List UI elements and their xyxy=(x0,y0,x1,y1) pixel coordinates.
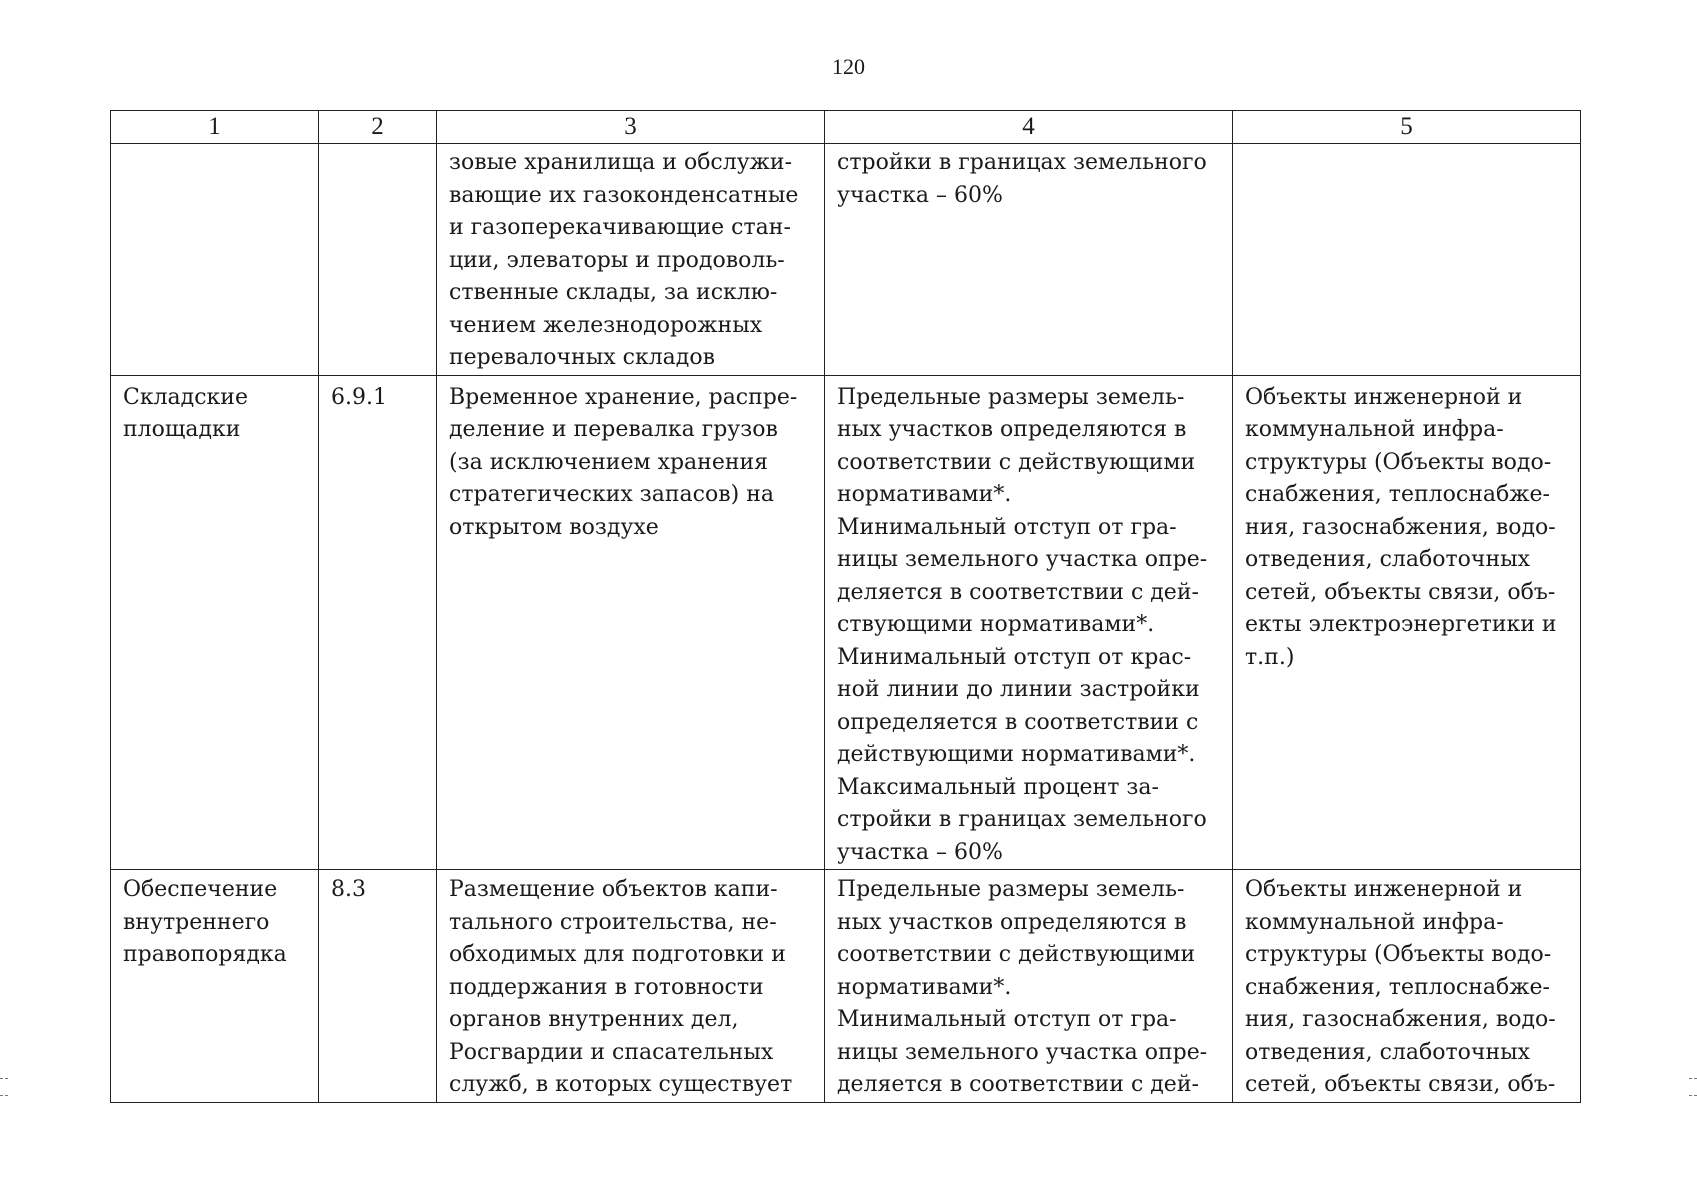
cell-text-line: определяется в соответствии с xyxy=(837,709,1199,735)
table-row xyxy=(111,375,1581,870)
cell-text-line: участка – 60% xyxy=(837,839,1003,865)
scan-edge-mark-left xyxy=(0,1078,8,1096)
header-row xyxy=(111,111,1581,144)
header-cell-4: 4 xyxy=(825,111,1233,144)
cell-text-line: действующими нормативами*. xyxy=(837,742,1196,767)
cell-text-line: ной линии до линии застройки xyxy=(837,677,1200,702)
cell-text-line: деление и перевалка грузов xyxy=(449,417,778,442)
cell-text-line: Минимальный отступ от гра- xyxy=(837,1007,1177,1032)
cell-text-line: соответствии с действующими xyxy=(837,942,1196,967)
cell-text-line: деляется в соответствии с дей- xyxy=(837,579,1199,605)
table-cell xyxy=(111,870,319,1103)
cell-text-line: Временное хранение, распре- xyxy=(449,384,798,410)
cell-text-line: коммунальной инфра- xyxy=(1245,417,1504,442)
cell-text-line: Предельные размеры земель- xyxy=(837,877,1185,902)
cell-text-line: стройки в границах земельного xyxy=(837,807,1207,832)
cell-text-line: нормативами*. xyxy=(837,482,1012,507)
table-cell xyxy=(437,144,825,376)
cell-text-line: структуры (Объекты водо- xyxy=(1245,449,1552,475)
cell-text-line: (за исключением хранения xyxy=(449,449,769,475)
cell-text-line: деляется в соответствии с дей- xyxy=(837,1072,1199,1097)
cell-text-line: чением железнодорожных xyxy=(449,312,763,338)
header-cell-2: 2 xyxy=(319,111,437,144)
cell-text-line: Росгвардии и спасательных xyxy=(449,1039,774,1065)
cell-text-line: снабжения, теплоснабже- xyxy=(1245,482,1550,507)
table-cell xyxy=(1233,870,1581,1103)
cell-text-line: Размещение объектов капи- xyxy=(449,877,778,902)
table-cell xyxy=(319,144,437,376)
cell-text-line: ствующими нормативами*. xyxy=(837,612,1155,637)
table-cell xyxy=(825,870,1233,1103)
cell-text-line: ных участков определяются в xyxy=(837,909,1187,935)
cell-text-line: Предельные размеры земель- xyxy=(837,384,1185,410)
cell-text-line: отведения, слаботочных xyxy=(1245,1039,1531,1065)
cell-text-line: Минимальный отступ от гра- xyxy=(837,514,1177,540)
cell-text-line: сетей, объекты связи, объ- xyxy=(1245,579,1556,605)
cell-text-line: ницы земельного участка опре- xyxy=(837,547,1208,572)
cell-text-line: Складские xyxy=(123,384,248,410)
cell-text-line: снабжения, теплоснабже- xyxy=(1245,974,1550,1000)
cell-text-line: 8.3 xyxy=(331,877,366,902)
table-cell xyxy=(111,375,319,870)
table-cell xyxy=(825,144,1233,376)
scan-edge-mark-right xyxy=(1689,1078,1697,1096)
table-cell xyxy=(437,870,825,1103)
cell-text-line: екты электроэнергетики и xyxy=(1245,612,1557,637)
cell-text-line: т.п.) xyxy=(1245,644,1295,670)
cell-text-line: ных участков определяются в xyxy=(837,417,1187,442)
cell-text-line: 6.9.1 xyxy=(331,384,387,410)
cell-text-line: тального строительства, не- xyxy=(449,909,777,935)
cell-text-line: правопорядка xyxy=(123,942,287,967)
cell-text-line: соответствии с действующими xyxy=(837,449,1196,475)
cell-text-line: структуры (Объекты водо- xyxy=(1245,942,1552,967)
header-cell-3: 3 xyxy=(437,111,825,144)
cell-text-line: органов внутренних дел, xyxy=(449,1007,739,1032)
cell-text-line: ственные склады, за исклю- xyxy=(449,280,778,305)
cell-text-line: Обеспечение xyxy=(123,877,278,902)
cell-text-line: поддержания в готовности xyxy=(449,974,764,1000)
cell-text-line: сетей, объекты связи, объ- xyxy=(1245,1072,1556,1097)
cell-text-line: Максимальный процент за- xyxy=(837,774,1159,800)
cell-text-line: служб, в которых существует xyxy=(449,1072,793,1097)
cell-text-line: открытом воздухе xyxy=(449,514,659,540)
cell-text-line: участка – 60% xyxy=(837,182,1003,208)
header-cell-1: 1 xyxy=(111,111,319,144)
table-cell xyxy=(319,375,437,870)
cell-text-line: стройки в границах земельного xyxy=(837,150,1207,175)
table-cell xyxy=(1233,375,1581,870)
table-row-continuation xyxy=(111,144,1581,376)
table-cell xyxy=(111,144,319,376)
cell-text-line: коммунальной инфра- xyxy=(1245,909,1504,935)
cell-text-line: перевалочных складов xyxy=(449,345,715,370)
header-cell-5: 5 xyxy=(1233,111,1581,144)
cell-text-line: Объекты инженерной и xyxy=(1245,877,1523,902)
cell-text-line: стратегических запасов) на xyxy=(449,482,774,507)
table-cell xyxy=(437,375,825,870)
table-cell xyxy=(1233,144,1581,376)
table-cell xyxy=(319,870,437,1103)
cell-text-line: отведения, слаботочных xyxy=(1245,547,1531,572)
cell-text-line: Объекты инженерной и xyxy=(1245,384,1523,410)
cell-text-line: внутреннего xyxy=(123,909,270,935)
page-number: 120 xyxy=(832,54,865,79)
cell-text-line: площадки xyxy=(123,417,241,442)
cell-text-line: ницы земельного участка опре- xyxy=(837,1039,1208,1065)
cell-text-line: нормативами*. xyxy=(837,974,1012,1000)
cell-text-line: обходимых для подготовки и xyxy=(449,942,786,967)
cell-text-line: ции, элеваторы и продоволь- xyxy=(449,247,785,273)
table-row xyxy=(111,870,1581,1103)
cell-text-line: ния, газоснабжения, водо- xyxy=(1245,1007,1556,1032)
cell-text-line: и газоперекачивающие стан- xyxy=(449,215,791,240)
cell-text-line: ния, газоснабжения, водо- xyxy=(1245,514,1556,540)
cell-text-line: зовые хранилища и обслужи- xyxy=(449,150,793,175)
cell-text-line: Минимальный отступ от крас- xyxy=(837,644,1192,670)
table-cell xyxy=(825,375,1233,870)
cell-text-line: вающие их газоконденсатные xyxy=(449,182,799,208)
zoning-table xyxy=(110,110,1581,1103)
